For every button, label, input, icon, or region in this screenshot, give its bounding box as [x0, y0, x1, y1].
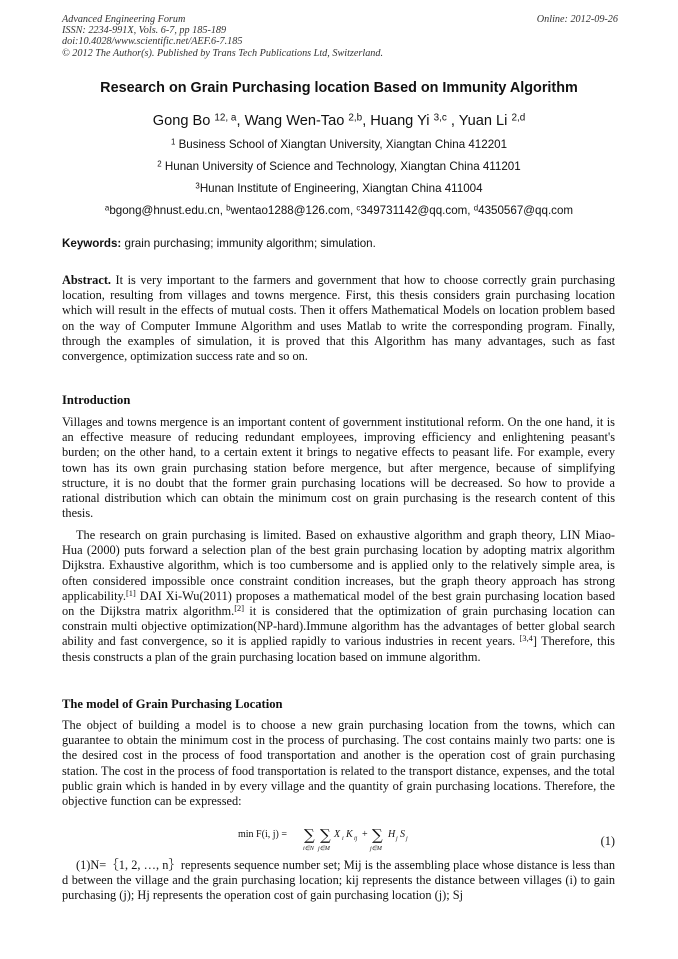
abstract-label: Abstract.	[62, 273, 112, 287]
svg-text:j∈M: j∈M	[318, 846, 330, 852]
email-address[interactable]: 4350567@qq.com	[478, 204, 574, 217]
author-sep: ,	[236, 113, 245, 129]
abstract	[62, 273, 615, 364]
equation-lhs: min F(i, j) =	[238, 829, 287, 840]
model-paragraph-2: (1)N=｛1, 2, …, n｝represents sequence number set; Mij is the assembling place whose distance is less than d between the village and the grain purchasing location; kij represents the distance between villages (i) to gain purchasing (j); Hj represents the operation cost of gain purchasing location (j); Sj	[62, 858, 615, 903]
abstract-text: It is very important to the farmers and government that how to choose correctly grain purchasing location, resulting from villages and towns mergence. First, this thesis considers grain purchasing location which will result in the effects of mutual costs. Then it offers Mathematical Models on location problem based on the way of Computer Immune Algorithm and uses Matlab to write the corresponding program. Finally, through the examples of simulation, it is proved that this Algorithm has many advantages, such as fast convergence, optimization success rate and so on.	[62, 273, 615, 364]
email-address[interactable]: wentao1288@126.com,	[230, 204, 357, 217]
affiliation-text: Business School of Xiangtan University, Xiangtan China 412201	[175, 138, 508, 151]
svg-text:H: H	[388, 829, 396, 840]
affiliation-text: Hunan Institute of Engineering, Xiangtan China 411004	[199, 182, 483, 195]
email-mark: c	[356, 203, 361, 213]
svg-text:ij: ij	[354, 836, 358, 842]
affiliation-mark: 3	[195, 181, 200, 191]
svg-text:j: j	[406, 836, 408, 842]
svg-text:X: X	[334, 829, 341, 840]
author-name: Yuan Li	[458, 113, 508, 129]
intro-text: it is considered that the optimization of grain purchasing location can constrain multi objective optimization(NP-hard).Immune algorithm has the advantages of better global search ability and fast convergence, so it is applied rapidly to various industries in recent years.	[62, 604, 616, 649]
author-name: Wang Wen-Tao	[244, 113, 345, 129]
author-sep: ,	[362, 113, 371, 129]
email-address[interactable]: bgong@hnust.edu.cn,	[109, 204, 227, 217]
keywords	[62, 237, 376, 250]
svg-text:K: K	[346, 829, 353, 840]
section-heading-introduction: Introduction	[62, 393, 131, 407]
keywords-label: Keywords:	[62, 237, 122, 250]
online-date: Online: 2012-09-26	[536, 14, 618, 25]
author-sep: ,	[446, 113, 455, 129]
citation[interactable]: [3,4	[519, 634, 533, 644]
equation-number: (1)	[600, 834, 615, 848]
intro-text: DAI Xi-Wu(2011) proposes a mathematical model of the best grain purchasing location based on the Dijkstra matrix algorithm.	[62, 588, 615, 619]
journal-copyright: © 2012 The Author(s). Published by Trans Tech Publications Ltd, Switzerland.	[62, 47, 384, 59]
email-mark: a	[104, 203, 110, 213]
email-mark: b	[226, 203, 231, 213]
author-sup: 2,d	[511, 112, 526, 124]
citation[interactable]: [2]	[234, 604, 244, 614]
svg-text:S: S	[400, 829, 405, 840]
model-paragraph-1: The object of building a model is to choose a new grain purchasing location from the towns, which can guarantee to obtain the minimum cost in the process of purchasing. The cost contains mainly two parts: one is the desired cost in the process of food transportation and another is the operation cost of grain purchasing station. The cost in the process of food transportation is related to the transport distance, expenses, and the total public grain which is handed in by every village and the quantity of grain purchasing locations. Therefore, the objective function can be expressed:	[62, 718, 615, 809]
svg-text:i∈N: i∈N	[303, 846, 314, 852]
section-heading-model: The model of Grain Purchasing Location	[62, 697, 283, 711]
svg-text:i: i	[342, 836, 344, 842]
sum-icon: ∑	[304, 826, 315, 844]
journal-issn: ISSN: 2234-991X, Vols. 6-7, pp 185-189	[62, 25, 227, 37]
svg-text:j: j	[396, 836, 398, 842]
author-name: Gong Bo	[152, 113, 211, 129]
intro-text: The research on grain purchasing is limited. Based on exhaustive algorithm and graph theory, LIN Miao-Hua (2000) puts forward a selection plan of the best grain purchasing location by adopting matrix algorithm Dijkstra. Exhaustive algorithm, which is too cumbersome and is applied only to the relatively simple area, is often considered impossible once constraint condition increases, but the graph theory approach has strong applicability.	[62, 528, 615, 603]
affiliation-text: Hunan University of Science and Technology, Xiangtan China 411201	[161, 160, 521, 173]
intro-paragraph-1: Villages and towns mergence is an important content of government institutional reform. On the one hand, it is an effective measure of reducing redundant employees, improving efficiency and enlightening peasant's burden; on the other hand, to a certain extent it brings to negative effects to peasant life. For example, every town has its own grain purchasing station before mergence, but after mergence, because of simplifying structure, it is no doubt that the former grain purchasing locations will be decreased. So how to provide a rational distribution which can obtain the minimum cost on grain purchasing is the research content of this thesis.	[62, 415, 615, 521]
svg-text:j∈M: j∈M	[370, 846, 382, 852]
journal-header	[62, 14, 618, 59]
journal-doi: doi:10.4028/www.scientific.net/AEF.6-7.185	[62, 36, 243, 48]
email-address[interactable]: 349731142@qq.com,	[360, 204, 474, 217]
author-name: Huang Yi	[370, 113, 430, 129]
author-sup: 3,c	[433, 112, 447, 124]
svg-text:+: +	[362, 829, 368, 840]
intro-paragraph-2	[62, 528, 615, 665]
affiliation	[40, 160, 638, 173]
author-sup: 2,b	[348, 112, 363, 124]
email-list	[40, 204, 638, 217]
objective-function-equation	[62, 820, 615, 854]
author-sup: 12, a	[214, 112, 237, 124]
affiliation	[40, 182, 638, 195]
email-mark: d	[473, 203, 479, 213]
affiliation	[40, 138, 638, 151]
equation-graphic	[62, 820, 462, 854]
journal-name: Advanced Engineering Forum	[62, 14, 186, 25]
sum-icon: ∑	[320, 826, 331, 844]
affiliation-mark: 1	[170, 137, 176, 147]
paper-title: Research on Grain Purchasing location Based on Immunity Algorithm	[100, 80, 578, 96]
affiliation-mark: 2	[157, 159, 162, 169]
author-list	[40, 113, 638, 129]
sum-icon: ∑	[372, 826, 383, 844]
keywords-text: grain purchasing; immunity algorithm; simulation.	[121, 237, 376, 250]
intro-text: ] Therefore, this thesis constructs a plan of the grain purchasing location based on immune algorithm.	[62, 634, 615, 664]
citation[interactable]: [1]	[126, 589, 136, 599]
